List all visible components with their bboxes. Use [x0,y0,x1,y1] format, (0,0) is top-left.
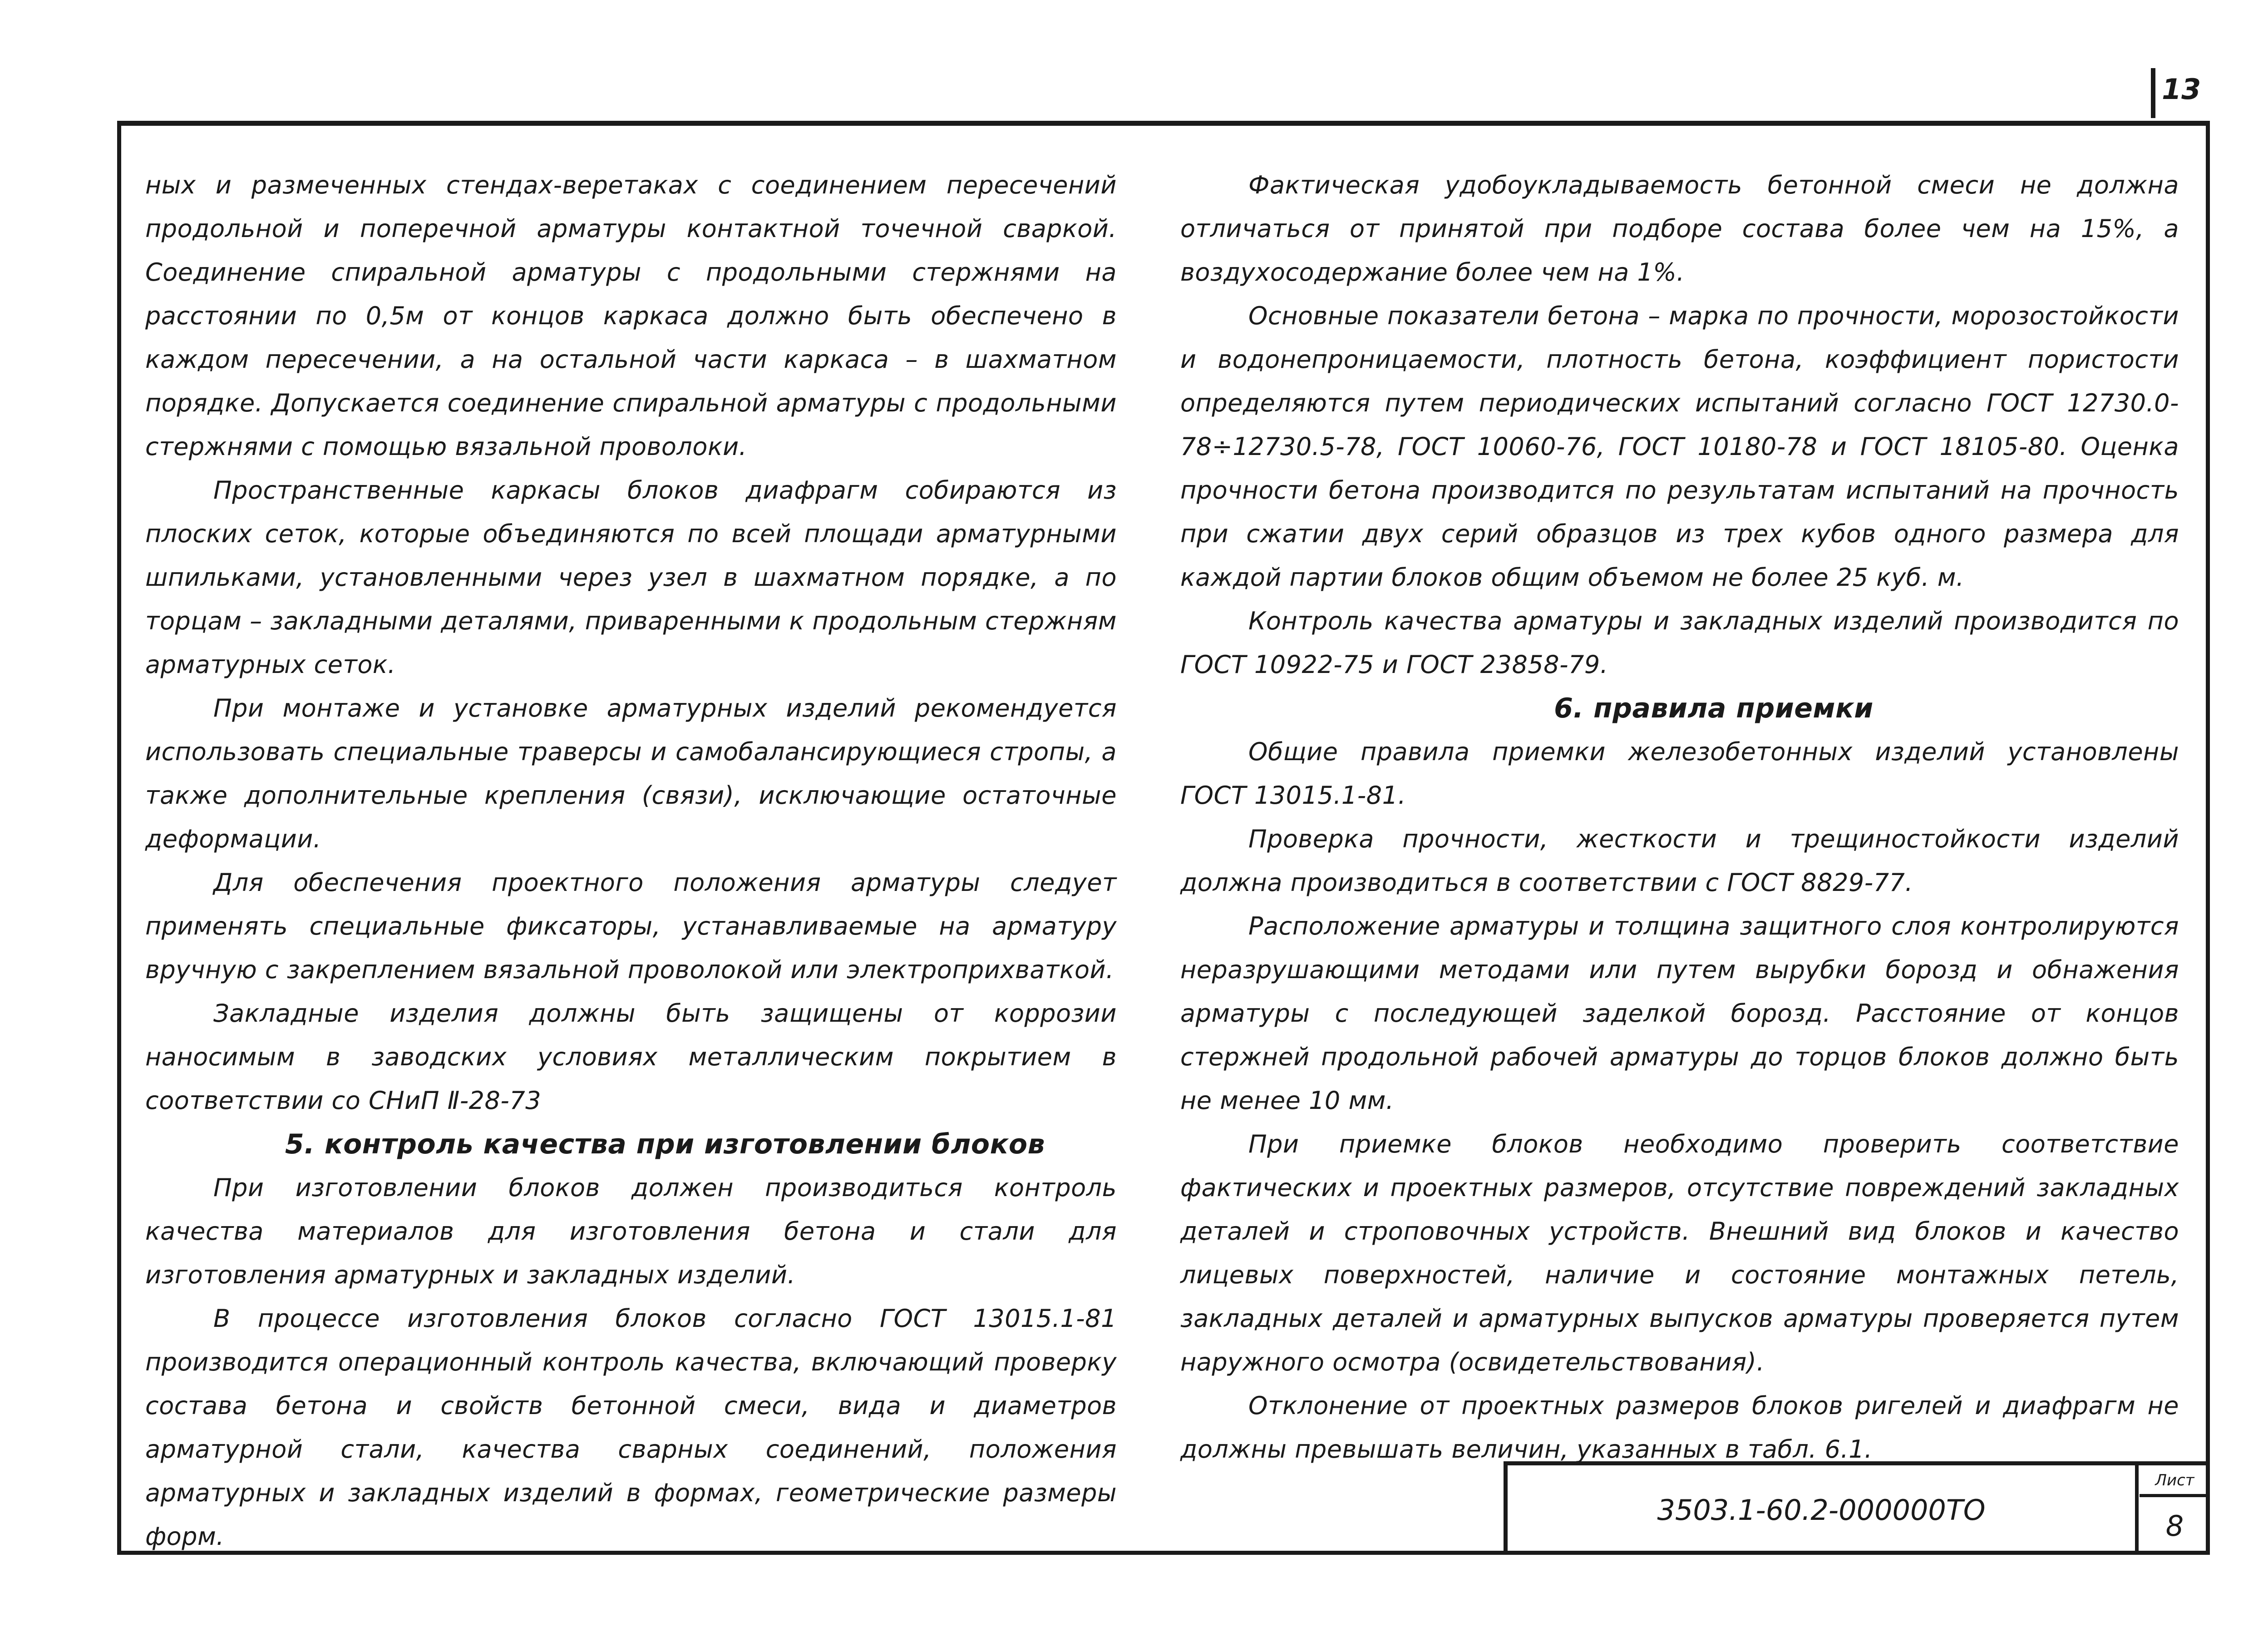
paragraph: ных и размеченных стендах-веретаках с соединением пересечений продольной и поперечной арматуры контактной точечной сваркой. Соединение спиральной арматуры с продольными стержнями на расстоянии по 0,5м от концов каркаса должно быть обеспечено в каждом пересечении, а на остальной части каркаса – в шахматном порядке. Допускается соединение спиральной арматуры с продольными стержнями с помощью вязальной проволоки. [145,171,1117,461]
paragraph: Проверка прочности, жесткости и трещиностойкости изделий должна производиться в соответствии с ГОСТ 8829-77. [1180,825,2179,897]
title-block [1504,1461,2210,1555]
paragraph: В процессе изготовления блоков согласно ГОСТ 13015.1-81 производится операционный контроль качества, включающий проверку состава бетона и свойств бетонной смеси, вида и диаметров арматурной стали, качества сварных соединений, положения арматурных и закладных изделий в формах, геометрические размеры форм. [145,1304,1117,1551]
paragraph: Основные показатели бетона – марка по прочности, морозостойкости и водонепроницаемости, плотность бетона, коэффициент пористости определяются путем периодических испытаний согласно ГОСТ 12730.0-78÷12730.5-78, ГОСТ 10060-76, ГОСТ 10180-78 и ГОСТ 18105-80. Оценка прочности бетона производится по результатам испытаний на прочность при сжатии двух серий образцов из трех кубов одного размера для каждой партии блоков общим объемом не более 25 куб. м. [1180,302,2179,592]
paragraph: Фактическая удобоукладываемость бетонной смеси не должна отличаться от принятой при подборе состава более чем на 15%, а воздухосодержание более чем на 1%. [1180,171,2179,287]
page-number: 13 [2162,73,2201,106]
right-column [1180,163,2179,1471]
paragraph: При изготовлении блоков должен производиться контроль качества материалов для изготовления бетона и стали для изготовления арматурных и закладных изделий. [145,1173,1117,1289]
paragraph: Контроль качества арматуры и закладных изделий производится по ГОСТ 10922-75 и ГОСТ 23858-79. [1180,607,2179,679]
paragraph: Расположение арматуры и толщина защитного слоя контролируются неразрушающими методами или путем вырубки борозд и обнажения арматуры с последующей заделкой борозд. Расстояние от концов стержней продольной рабочей арматуры до торцов блоков должно быть не менее 10 мм. [1180,912,2179,1115]
document-code: 3503.1-60.2-000000ТО [1508,1465,2139,1555]
section-heading-5: 5. контроль качества при изготовлении блоков [285,1128,1045,1160]
section-heading-6: 6. правила приемки [1554,692,1874,724]
paragraph: Для обеспечения проектного положения арматуры следует применять специальные фиксаторы, устанавливаемые на арматуру вручную с закреплением вязальной проволокой или электроприхваткой. [145,868,1117,984]
sheet-number: 8 [2165,1509,2184,1543]
paragraph: Отклонение от проектных размеров блоков ригелей и диафрагм не должны превышать величин, указанных в табл. 6.1. [1180,1391,2179,1464]
paragraph: При приемке блоков необходимо проверить соответствие фактических и проектных размеров, отсутствие повреждений закладных деталей и строповочных устройств. Внешний вид блоков и качество лицевых поверхностей, наличие и состояние монтажных петель, закладных деталей и арматурных выпусков арматуры проверяется путем наружного осмотра (освидетельствования). [1180,1130,2179,1376]
paragraph: Общие правила приемки железобетонных изделий установлены ГОСТ 13015.1-81. [1180,737,2179,810]
sheet-label: Лист [2140,1465,2210,1497]
page-number-bar [2151,68,2155,118]
left-column [145,163,1117,1558]
paragraph: Пространственные каркасы блоков диафрагм собираются из плоских сеток, которые объединяются по всей площади арматурными шпильками, установленными через узел в шахматном порядке, а по торцам – закладными деталями, приваренными к продольным стержням арматурных сеток. [145,476,1117,679]
paragraph: При монтаже и установке арматурных изделий рекомендуется использовать специальные траверсы и самобалансирующиеся стропы, а также дополнительные крепления (связи), исключающие остаточные деформации. [145,694,1117,853]
paragraph: Закладные изделия должны быть защищены от коррозии наносимым в заводских условиях металлическим покрытием в соответствии со СНиП Ⅱ-28-73 [145,999,1117,1115]
